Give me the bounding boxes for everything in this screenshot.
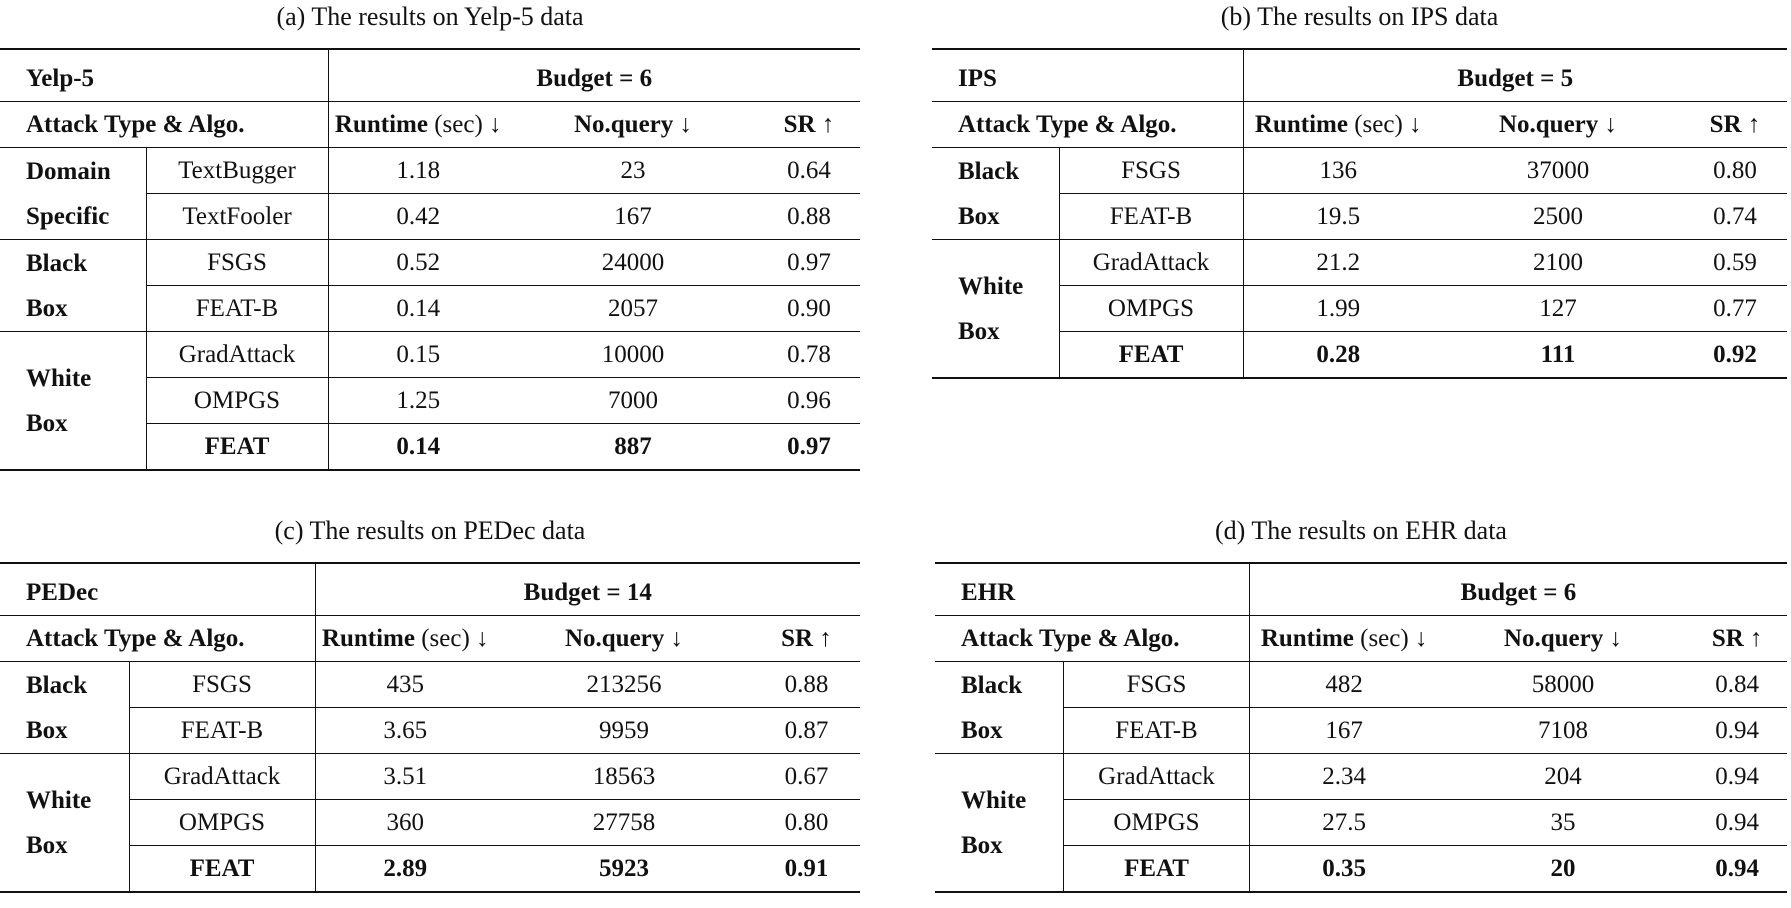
direction-arrow-icon: ↓	[1603, 625, 1622, 652]
group-label	[0, 240, 146, 332]
algorithm-name: FSGS	[1059, 148, 1243, 194]
metric-header-1	[1439, 616, 1688, 662]
results-table	[935, 562, 1787, 893]
cell-sr: 0.80	[1683, 148, 1787, 194]
metric-header-1	[508, 102, 758, 148]
panel-yelp5	[0, 2, 860, 471]
table-row	[935, 846, 1787, 893]
table-row	[0, 708, 860, 754]
group-label	[935, 754, 1064, 893]
metric-unit: (sec)	[414, 625, 470, 652]
group-label-line: Box	[26, 716, 68, 744]
group-label-line: Black	[26, 249, 88, 277]
table-row	[935, 662, 1787, 708]
metric-name: Runtime	[1260, 625, 1354, 652]
results-table	[0, 48, 860, 471]
budget-label: Budget = 6	[536, 65, 653, 92]
table-row	[0, 800, 860, 846]
cell-query: 204	[1439, 754, 1688, 800]
attack-type-header: Attack Type & Algo.	[935, 616, 1249, 662]
budget-label: Budget = 14	[523, 579, 652, 606]
metric-name: SR	[1709, 111, 1742, 138]
panel-ehr	[935, 516, 1787, 893]
metric-name: No.query	[1498, 111, 1599, 138]
group-label	[0, 148, 146, 240]
algorithm-name: OMPGS	[146, 378, 328, 424]
cell-sr: 0.64	[758, 148, 860, 194]
algorithm-name: OMPGS	[129, 800, 315, 846]
table-row	[0, 662, 860, 708]
cell-query: 24000	[508, 240, 758, 286]
cell-sr: 0.84	[1687, 662, 1787, 708]
cell-query: 2100	[1433, 240, 1683, 286]
metric-name: SR	[1711, 625, 1744, 652]
cell-query: 20	[1439, 846, 1688, 893]
algorithm-name: FSGS	[146, 240, 328, 286]
table-row	[932, 194, 1787, 240]
algorithm-name: GradAttack	[1064, 754, 1250, 800]
cell-sr: 0.87	[753, 708, 860, 754]
group-label-line: Domain	[26, 157, 111, 185]
dataset-name: PEDec	[0, 563, 315, 616]
cell-sr: 0.77	[1683, 286, 1787, 332]
cell-sr: 0.91	[753, 846, 860, 893]
group-label-line: Black	[26, 671, 88, 699]
header-row	[932, 49, 1787, 102]
table-row	[0, 846, 860, 893]
table-row	[932, 286, 1787, 332]
cell-sr: 0.94	[1687, 708, 1787, 754]
cell-sr: 0.88	[753, 662, 860, 708]
cell-runtime: 0.35	[1249, 846, 1438, 893]
budget-label: Budget = 6	[1460, 579, 1577, 606]
cell-sr: 0.67	[753, 754, 860, 800]
algorithm-name: FEAT	[146, 424, 328, 471]
cell-runtime: 360	[315, 800, 495, 846]
table-caption: (d) The results on EHR data	[1215, 516, 1507, 545]
algorithm-name: FEAT	[129, 846, 315, 893]
table-row	[0, 754, 860, 800]
cell-runtime: 1.18	[328, 148, 508, 194]
table-row	[935, 800, 1787, 846]
algorithm-name: FEAT-B	[1064, 708, 1250, 754]
cell-runtime: 136	[1243, 148, 1433, 194]
cell-runtime: 2.34	[1249, 754, 1438, 800]
direction-arrow-icon: ↓	[482, 111, 502, 138]
table-row	[932, 148, 1787, 194]
budget-label: Budget = 5	[1457, 65, 1574, 92]
group-label-line: White	[26, 364, 92, 392]
algorithm-name: FEAT-B	[1059, 194, 1243, 240]
algorithm-name: FEAT	[1064, 846, 1250, 893]
table-row	[935, 708, 1787, 754]
attack-type-header: Attack Type & Algo.	[0, 102, 328, 148]
group-label-line: Box	[958, 317, 1000, 345]
group-label-line: Black	[961, 671, 1023, 699]
group-label	[0, 662, 129, 754]
cell-runtime: 21.2	[1243, 240, 1433, 286]
metric-name: Runtime	[334, 111, 428, 138]
group-label-line: Specific	[26, 202, 110, 230]
algorithm-name: TextFooler	[146, 194, 328, 240]
algorithm-name: FSGS	[1064, 662, 1250, 708]
direction-arrow-icon: ↓	[1408, 625, 1428, 652]
direction-arrow-icon: ↑	[1741, 111, 1761, 138]
cell-query: 2500	[1433, 194, 1683, 240]
cell-runtime: 435	[315, 662, 495, 708]
metric-header-2	[758, 102, 860, 148]
results-table	[0, 562, 860, 893]
header-row	[0, 563, 860, 616]
metric-name: No.query	[1503, 625, 1604, 652]
panel-ips	[932, 2, 1787, 379]
panel-pedec	[0, 516, 860, 893]
metric-header-2	[1687, 616, 1787, 662]
direction-arrow-icon: ↑	[1743, 625, 1763, 652]
cell-runtime: 482	[1249, 662, 1438, 708]
cell-query: 5923	[495, 846, 753, 893]
cell-runtime: 3.65	[315, 708, 495, 754]
cell-runtime: 19.5	[1243, 194, 1433, 240]
cell-sr: 0.80	[753, 800, 860, 846]
cell-sr: 0.78	[758, 332, 860, 378]
cell-sr: 0.74	[1683, 194, 1787, 240]
table-row	[935, 754, 1787, 800]
group-label-line: White	[26, 786, 92, 814]
metric-header-2	[753, 616, 860, 662]
cell-sr: 0.97	[758, 424, 860, 471]
header-row	[0, 49, 860, 102]
cell-runtime: 0.14	[328, 424, 508, 471]
table-caption: (a) The results on Yelp-5 data	[276, 2, 584, 31]
header-row	[935, 563, 1787, 616]
group-label-line: Box	[26, 831, 68, 859]
metric-name: No.query	[573, 111, 674, 138]
algorithm-name: OMPGS	[1059, 286, 1243, 332]
dataset-name: Yelp-5	[0, 49, 328, 102]
metric-header-1	[1433, 102, 1683, 148]
attack-type-header: Attack Type & Algo.	[932, 102, 1243, 148]
table-caption: (c) The results on PEDec data	[274, 516, 586, 545]
cell-sr: 0.88	[758, 194, 860, 240]
attack-type-header: Attack Type & Algo.	[0, 616, 315, 662]
cell-runtime: 0.14	[328, 286, 508, 332]
cell-query: 23	[508, 148, 758, 194]
cell-sr: 0.96	[758, 378, 860, 424]
group-label-line: White	[958, 272, 1024, 300]
cell-runtime: 0.28	[1243, 332, 1433, 379]
metric-header-0	[328, 102, 508, 148]
cell-sr: 0.94	[1687, 754, 1787, 800]
cell-query: 167	[508, 194, 758, 240]
cell-query: 127	[1433, 286, 1683, 332]
dataset-name: IPS	[932, 49, 1243, 102]
metric-name: Runtime	[321, 625, 415, 652]
algorithm-name: GradAttack	[1059, 240, 1243, 286]
cell-query: 7000	[508, 378, 758, 424]
cell-sr: 0.94	[1687, 800, 1787, 846]
algorithm-name: FEAT-B	[129, 708, 315, 754]
metric-unit: (sec)	[427, 111, 483, 138]
metric-header-row	[0, 102, 860, 148]
cell-runtime: 3.51	[315, 754, 495, 800]
group-label-line: Box	[961, 831, 1003, 859]
cell-query: 2057	[508, 286, 758, 332]
group-label	[0, 754, 129, 893]
metric-header-0	[1243, 102, 1433, 148]
metric-unit: (sec)	[1353, 625, 1409, 652]
metric-header-row	[932, 102, 1787, 148]
cell-runtime: 1.25	[328, 378, 508, 424]
group-label-line: Box	[26, 409, 68, 437]
table-row	[932, 240, 1787, 286]
group-label	[0, 332, 146, 471]
cell-query: 58000	[1439, 662, 1688, 708]
cell-runtime: 167	[1249, 708, 1438, 754]
direction-arrow-icon: ↓	[673, 111, 693, 138]
cell-runtime: 0.42	[328, 194, 508, 240]
direction-arrow-icon: ↑	[813, 625, 832, 652]
cell-query: 37000	[1433, 148, 1683, 194]
algorithm-name: GradAttack	[146, 332, 328, 378]
cell-query: 27758	[495, 800, 753, 846]
metric-header-row	[0, 616, 860, 662]
cell-query: 10000	[508, 332, 758, 378]
direction-arrow-icon: ↓	[469, 625, 489, 652]
table-row	[0, 148, 860, 194]
cell-runtime: 0.15	[328, 332, 508, 378]
cell-sr: 0.59	[1683, 240, 1787, 286]
algorithm-name: TextBugger	[146, 148, 328, 194]
metric-header-2	[1683, 102, 1787, 148]
cell-sr: 0.97	[758, 240, 860, 286]
algorithm-name: FEAT	[1059, 332, 1243, 379]
group-label	[932, 240, 1059, 379]
cell-runtime: 1.99	[1243, 286, 1433, 332]
dataset-name: EHR	[935, 563, 1249, 616]
table-caption: (b) The results on IPS data	[1220, 2, 1499, 31]
metric-name: SR	[783, 111, 816, 138]
metric-header-0	[315, 616, 495, 662]
cell-query: 18563	[495, 754, 753, 800]
cell-query: 111	[1433, 332, 1683, 379]
group-label-line: Box	[26, 294, 68, 322]
metric-header-1	[495, 616, 753, 662]
metric-name: SR	[781, 625, 814, 652]
metric-header-0	[1249, 616, 1438, 662]
group-label-line: Black	[958, 157, 1020, 185]
group-label	[932, 148, 1059, 240]
metric-unit: (sec)	[1347, 111, 1403, 138]
direction-arrow-icon: ↓	[1598, 111, 1618, 138]
cell-query: 9959	[495, 708, 753, 754]
cell-sr: 0.94	[1687, 846, 1787, 893]
algorithm-name: FEAT-B	[146, 286, 328, 332]
table-row	[0, 240, 860, 286]
algorithm-name: GradAttack	[129, 754, 315, 800]
group-label	[935, 662, 1064, 754]
metric-name: Runtime	[1254, 111, 1348, 138]
algorithm-name: OMPGS	[1064, 800, 1250, 846]
group-label-line: Box	[958, 202, 1000, 230]
cell-query: 887	[508, 424, 758, 471]
group-label-line: White	[961, 786, 1027, 814]
cell-runtime: 27.5	[1249, 800, 1438, 846]
group-label-line: Box	[961, 716, 1003, 744]
cell-query: 7108	[1439, 708, 1688, 754]
cell-sr: 0.92	[1683, 332, 1787, 379]
algorithm-name: FSGS	[129, 662, 315, 708]
metric-name: No.query	[564, 625, 665, 652]
results-table	[932, 48, 1787, 379]
table-row	[932, 332, 1787, 379]
cell-runtime: 0.52	[328, 240, 508, 286]
metric-header-row	[935, 616, 1787, 662]
cell-runtime: 2.89	[315, 846, 495, 893]
cell-query: 35	[1439, 800, 1688, 846]
direction-arrow-icon: ↑	[815, 111, 835, 138]
cell-sr: 0.90	[758, 286, 860, 332]
cell-query: 213256	[495, 662, 753, 708]
direction-arrow-icon: ↓	[1402, 111, 1422, 138]
table-row	[0, 332, 860, 378]
direction-arrow-icon: ↓	[664, 625, 684, 652]
